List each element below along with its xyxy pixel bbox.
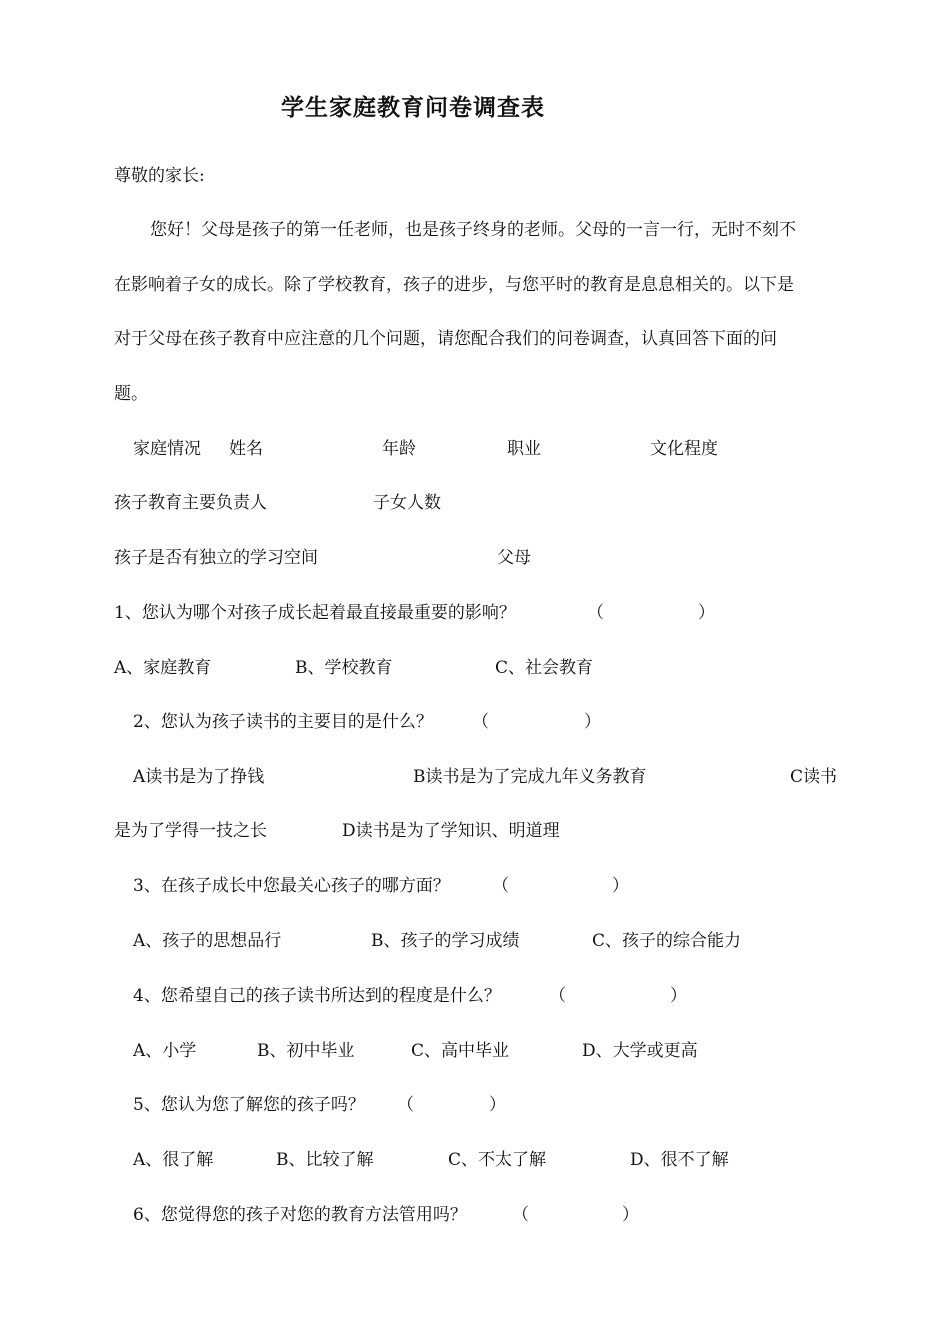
answer-blank-open: （ [587, 603, 604, 623]
answer-blank-close: ） [584, 712, 601, 732]
option-3a: A、孩子的思想品行 [133, 931, 282, 951]
answer-blank-open: （ [512, 1205, 529, 1225]
option-2a: A读书是为了挣钱 [133, 767, 265, 787]
answer-blank-open: （ [492, 876, 509, 896]
answer-blank-open: （ [549, 986, 566, 1006]
option-4d: D、大学或更高 [582, 1041, 698, 1061]
field-education-label: 文化程度 [650, 439, 718, 459]
option-5a: A、很了解 [133, 1150, 214, 1170]
salutation: 尊敬的家长: [114, 166, 205, 186]
option-2c-continued: 是为了学得一技之长 [114, 821, 267, 841]
field-child-count-label: 子女人数 [373, 493, 441, 513]
field-job-label: 职业 [507, 439, 541, 459]
field-parents-label: 父母 [497, 548, 531, 568]
option-5c: C、不太了解 [448, 1150, 547, 1170]
option-3b: B、孩子的学习成绩 [371, 931, 520, 951]
intro-line-3: 对于父母在孩子教育中应注意的几个问题，请您配合我们的问卷调查，认真回答下面的问 [114, 329, 777, 349]
option-1c: C、社会教育 [495, 658, 594, 678]
question-6: 6、您觉得您的孩子对您的教育方法管用吗？ [133, 1205, 467, 1225]
option-4c: C、高中毕业 [411, 1041, 510, 1061]
option-4b: B、初中毕业 [257, 1041, 355, 1061]
intro-line-2: 在影响着子女的成长。除了学校教育，孩子的进步，与您平时的教育是息息相关的。以下是 [114, 275, 794, 295]
option-1a: A、家庭教育 [114, 658, 212, 678]
answer-blank-open: （ [397, 1095, 414, 1115]
answer-blank-close: ） [489, 1095, 506, 1115]
answer-blank-open: （ [472, 712, 489, 732]
question-3: 3、在孩子成长中您最关心孩子的哪方面？ [133, 876, 450, 896]
option-2c: C读书 [790, 767, 838, 787]
question-2: 2、您认为孩子读书的主要目的是什么？ [133, 712, 433, 732]
field-study-space-label: 孩子是否有独立的学习空间 [114, 548, 318, 568]
option-3c: C、孩子的综合能力 [592, 931, 742, 951]
option-2d: D读书是为了学知识、明道理 [342, 821, 560, 841]
family-label: 家庭情况 [133, 439, 201, 459]
answer-blank-close: ） [612, 876, 629, 896]
question-4: 4、您希望自己的孩子读书所达到的程度是什么？ [133, 986, 501, 1006]
option-1b: B、学校教育 [295, 658, 393, 678]
answer-blank-close: ） [622, 1205, 639, 1225]
option-2b: B读书是为了完成九年义务教育 [413, 767, 647, 787]
option-4a: A、小学 [133, 1041, 197, 1061]
question-5: 5、您认为您了解您的孩子吗？ [133, 1095, 365, 1115]
intro-line-1: 您好！父母是孩子的第一任老师，也是孩子终身的老师。父母的一言一行，无时不刻不 [150, 220, 796, 240]
answer-blank-close: ） [698, 603, 715, 623]
answer-blank-close: ） [670, 986, 687, 1006]
question-1: 1、您认为哪个对孩子成长起着最直接最重要的影响？ [114, 603, 516, 623]
intro-line-4: 题。 [114, 384, 148, 404]
field-age-label: 年龄 [382, 439, 416, 459]
field-main-person-label: 孩子教育主要负责人 [114, 493, 267, 513]
field-name-label: 姓名 [229, 439, 263, 459]
option-5d: D、很不了解 [630, 1150, 729, 1170]
option-5b: B、比较了解 [276, 1150, 374, 1170]
document-title: 学生家庭教育问卷调查表 [281, 95, 545, 121]
